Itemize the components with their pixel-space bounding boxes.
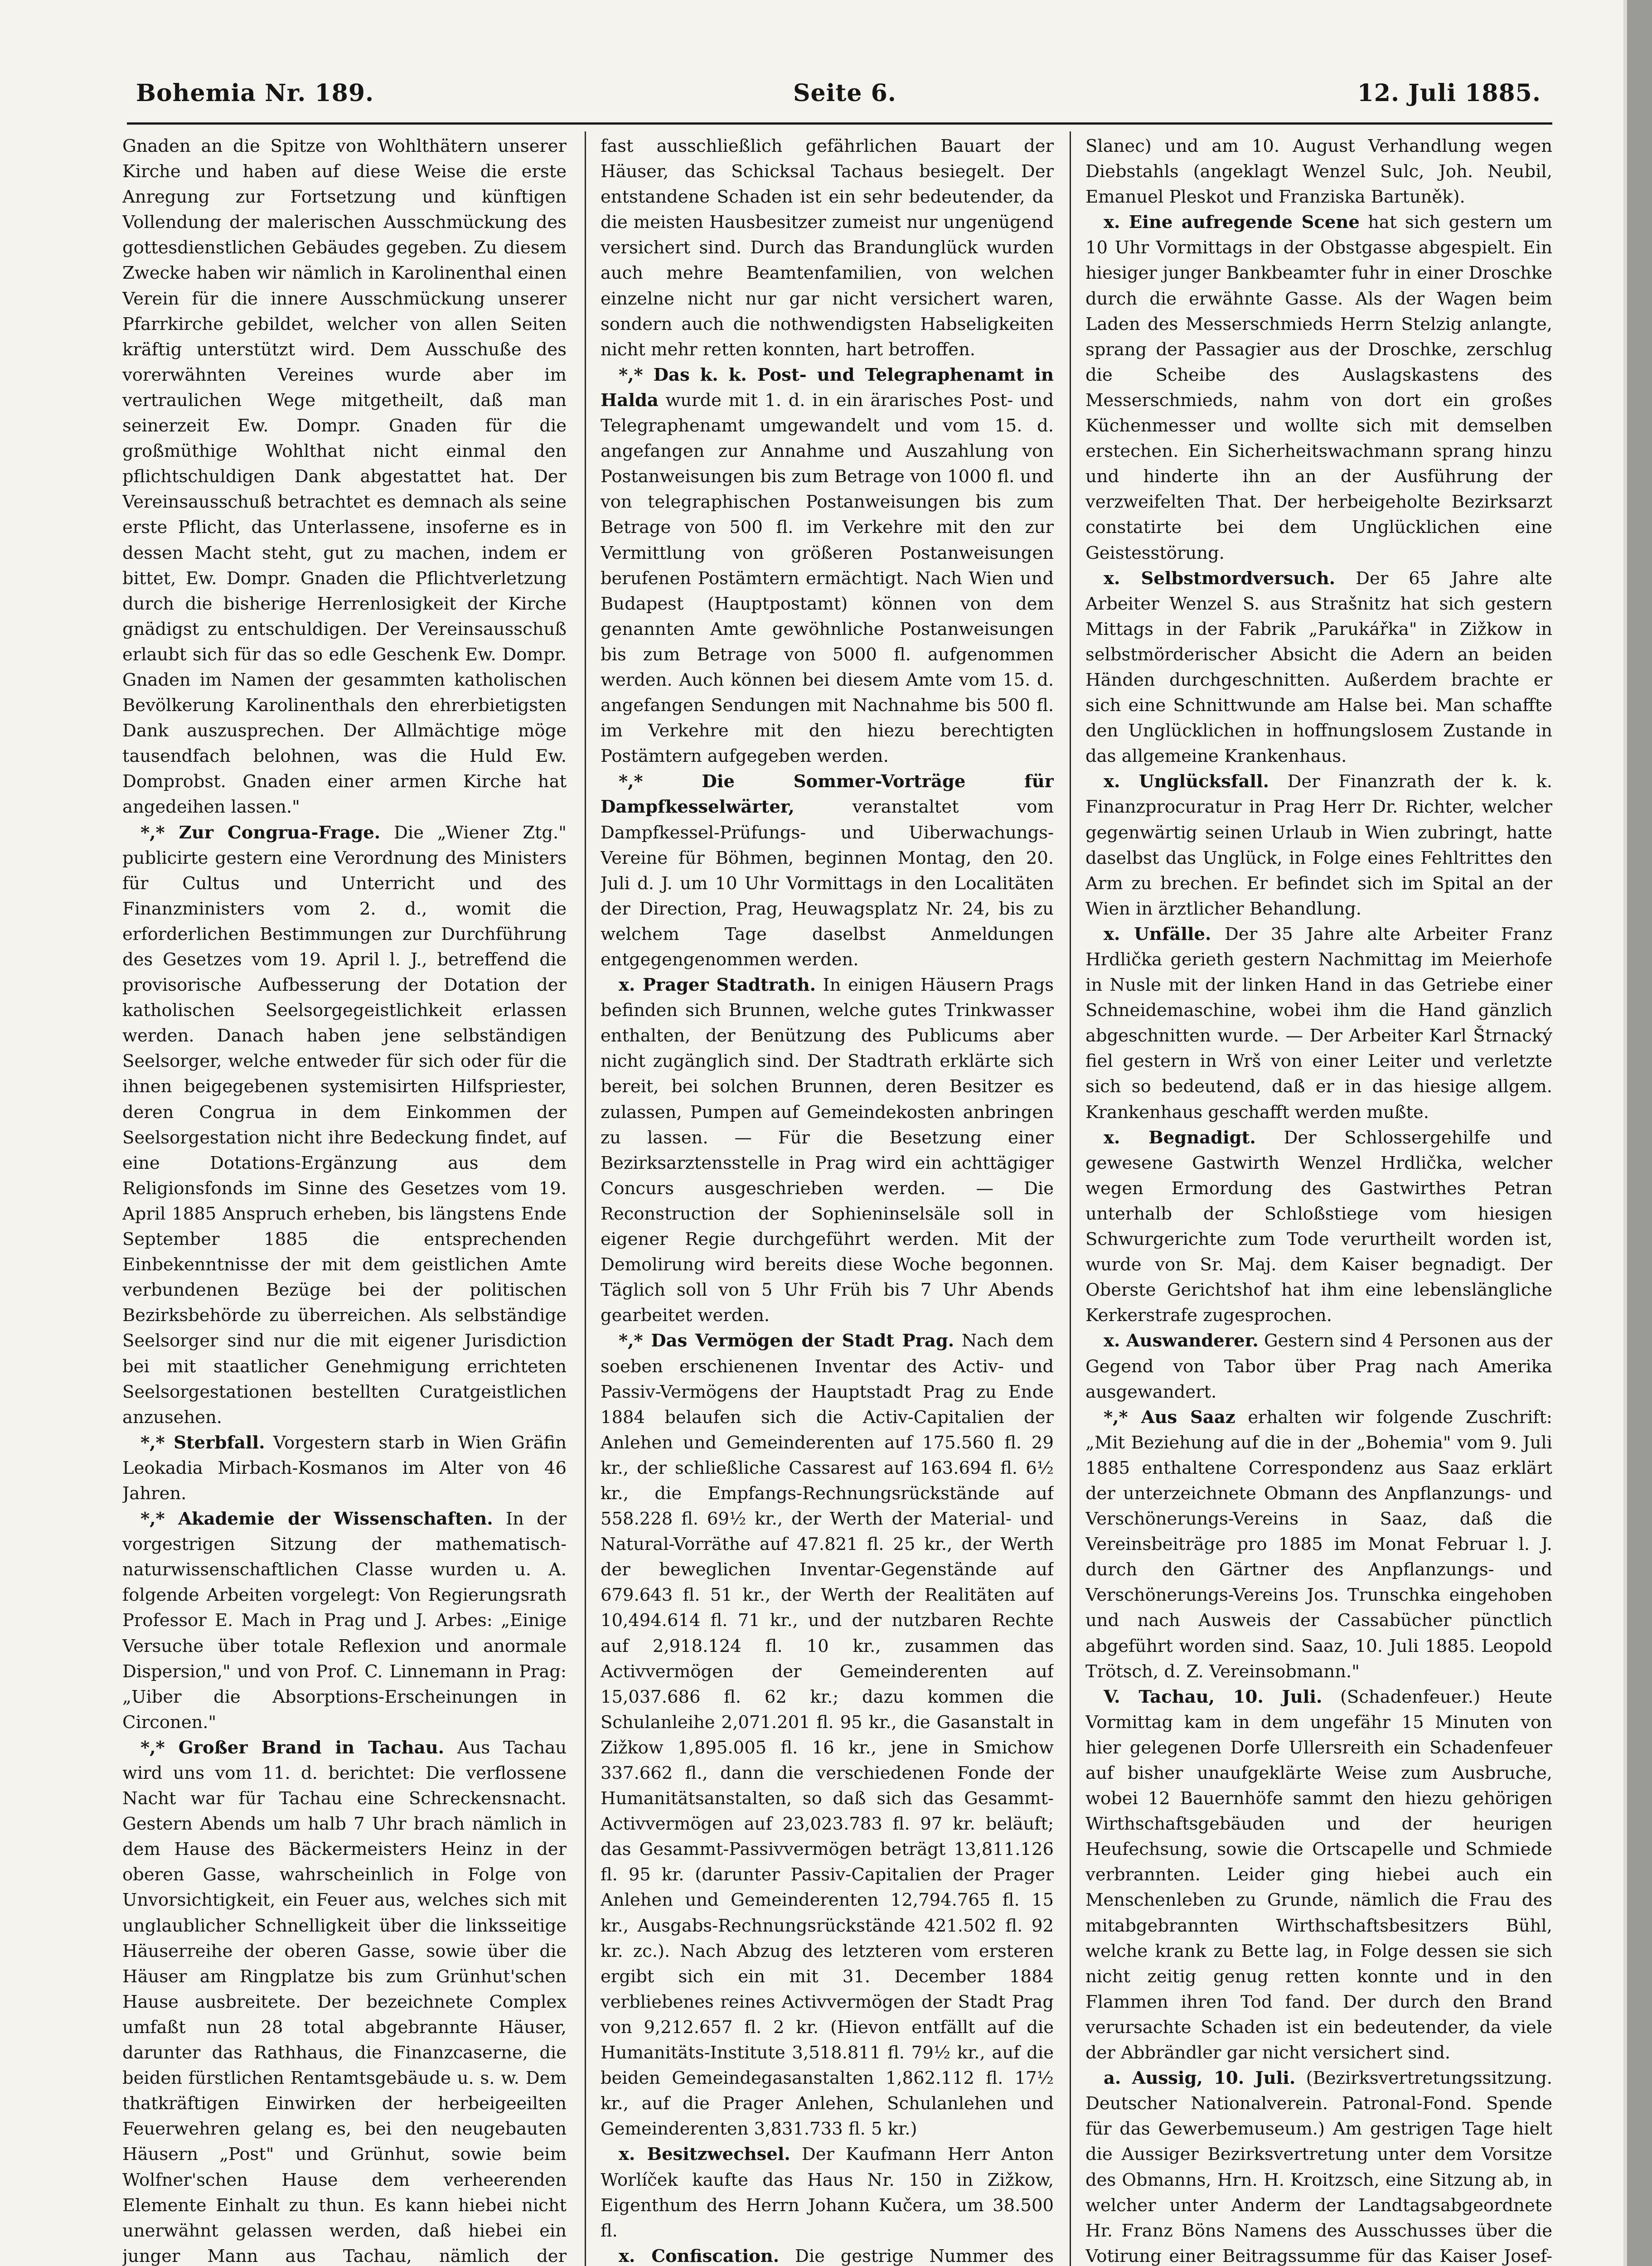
article-heading: *,* Akademie der Wissenschaften. xyxy=(140,1509,493,1530)
header-date: 12. Juli 1885. xyxy=(1357,79,1541,107)
article-postamt-halda xyxy=(601,363,1054,770)
article-heading: *,* Aus Saaz xyxy=(1104,1407,1235,1428)
article-saaz xyxy=(1085,1405,1552,1685)
paragraph-text: Der Finanzrath der k. k. Finanzprocuratur in Prag Herr Dr. Richter, welcher gegenwärtig seinen Urlaub in Wien zubringt, hatte daselbst das Unglück, in Folge eines Fehltrittes den Arm zu brechen. Er befindet sich im Spital an der Wien in ärztlicher Behandlung. xyxy=(1085,771,1552,919)
article-ungluecksfall xyxy=(1085,769,1552,922)
paragraph-text: hat sich gestern um 10 Uhr Vormittags in der Obstgasse abgespielt. Ein hiesiger junger Bankbeamter fuhr in einer Droschke durch die erwähnte Gasse. Als der Wagen beim Laden des Messerschmieds Herrn Stelzig anlangte, sprang der Passagier aus der Droschke, zerschlug die Scheibe des Auslagskastens des Messerschmieds, nahm von dort ein großes Küchenmesser und wollte sich mit demselben erstechen. Ein Sicherheitswachmann sprang hinzu und hinderte ihn an der Ausführung der verzweifelten That. Der herbeigeholte Bezirksarzt constatirte bei dem Unglücklichen eine Geistesstörung. xyxy=(1085,212,1552,563)
article-heading: x. Unfälle. xyxy=(1104,924,1211,944)
paragraph-text: fast ausschließlich gefährlichen Bauart der Häuser, das Schicksal Tachaus besiegelt. Der entstandene Schaden ist ein sehr bedeutender, da die meisten Hausbesitzer zumeist nur ungenügend versichert sind. Durch das Brandunglück wurden auch mehre Beamtenfamilien, von welchen einzelne nicht nur gar nicht versichert waren, sondern auch die nothwendigsten Habseligkeiten nicht mehr retten konnten, hart betroffen. xyxy=(601,136,1054,360)
article-confiscation xyxy=(601,2244,1054,2266)
paragraph-text: Der Schlossergehilfe und gewesene Gastwirth Wenzel Hrdlička, welcher wegen Ermordung des Gastwirthes Petran unterhalb der Schloßstiege vom hiesigen Schwurgerichte zum Tode verurtheilt worden ist, wurde von Sr. Maj. dem Kaiser begnadigt. Der Oberste Gerichtshof hat ihm eine lebenslängliche Kerkerstrafe zugesprochen. xyxy=(1085,1127,1552,1326)
article-heading: x. Besitzwechsel. xyxy=(619,2144,790,2165)
paragraph-text: Der 65 Jahre alte Arbeiter Wenzel S. aus Strašnitz hat sich gestern Mittags in der Fabrik „Parukářka" in Zižkow in selbstmörderischer Absicht die Adern an beiden Händen durchgeschnitten. Außerdem brachte er sich eine Schnittwunde am Halse bei. Man schaffte den Unglücklichen in hoffnungslosem Zustande in das allgemeine Krankenhaus. xyxy=(1085,568,1552,767)
article-aussig xyxy=(1085,2066,1552,2266)
paragraph-text: Gnaden an die Spitze von Wohlthätern unserer Kirche und haben auf diese Weise die erste Anregung zur Fortsetzung und künftigen Vollendung der malerischen Ausschmückung des gottesdienstlichen Gebäudes gegeben. Zu diesem Zwecke haben wir nämlich in Karolinenthal einen Verein für die innere Ausschmückung unserer Pfarrkirche gebildet, welcher von allen Seiten kräftig unterstützt wird. Dem Ausschuße des vorerwähnten Vereines wurde aber im vertraulichen Wege mitgetheilt, daß man seinerzeit Ew. Dompr. Gnaden für die großmüthige Wohlthat nicht einmal den pflichtschuldigen Dank abgestattet hat. Der Vereinsausschuß betrachtet es demnach als seine erste Pflicht, das Unterlassene, insoferne es in dessen Macht steht, gut zu machen, indem er bittet, Ew. Dompr. Gnaden die Pflichtverletzung durch die bisherige Herrenlosigkeit der Kirche gnädigst zu entschuldigen. Der Vereinsausschuß erlaubt sich für das so edle Geschenk Ew. Dompr. Gnaden im Namen der gesammten katholischen Bevölkerung Karolinenthals den ehrerbietigsten Dank auszusprechen. Der Allmächtige möge tausendfach belohnen, was die Huld Ew. Domprobst. Gnaden einer armen Kirche hat angedeihen lassen." xyxy=(122,136,567,818)
column-3 xyxy=(1085,134,1552,2266)
article-sommer-vortraege xyxy=(601,769,1054,973)
paragraph-text: In einigen Häusern Prags befinden sich Brunnen, welche gutes Trinkwasser enthalten, der Benützung des Publicums aber nicht zugänglich sind. Der Stadtrath erklärte sich bereit, bei solchen Brunnen, deren Besitzer es zulassen, Pumpen auf Gemeindekosten anbringen zu lassen. — Für die Besetzung einer Bezirksarztensstelle in Prag wird ein achttägiger Concurs ausgeschrieben werden. — Die Reconstruction der Sophieninselsäle soll in eigener Regie durchgeführt werden. Mit der Demolirung wird bereits diese Woche begonnen. Täglich soll von 5 Uhr Früh bis 7 Uhr Abends gearbeitet werden. xyxy=(601,975,1054,1326)
column-2 xyxy=(601,134,1054,2266)
paragraph-text: Die „Wiener Ztg." publicirte gestern eine Verordnung des Ministers für Cultus und Unterricht und des Finanzministers vom 2. d., womit die erforderlichen Bestimmungen zur Durchführung des Gesetzes vom 19. April l. J., betreffend die provisorische Aufbesserung der Dotation der katholischen Seelsorgegeistlichkeit erlassen werden. Danach haben jene selbständigen Seelsorger, welche entweder für sich oder für die ihnen beigegebenen systemisirten Hilfspriester, deren Congrua in dem Einkommen der Seelsorgestation nicht ihre Bedeckung findet, auf eine Dotations-Ergänzung aus dem Religionsfonds im Sinne des Gesetzes vom 19. April 1885 Anspruch erheben, bis längstens Ende September 1885 die entsprechenden Einbekenntnisse der mit dem geistlichen Amte verbundenen Bezüge bei der politischen Bezirksbehörde zu überreichen. Als selbständige Seelsorger sind nur die mit eigener Jurisdiction bei mit staatlicher Genehmigung errichteten Seelsorgestationen bestellten Curatgeistlichen anzusehen. xyxy=(122,822,567,1428)
paragraph-text: erhalten wir folgende Zuschrift: „Mit Beziehung auf die in der „Bohemia" vom 9. Juli 1885 enthaltene Correspondenz aus Saaz erklärt der unterzeichnete Obmann des Anpflanzungs- und Verschönerungs-Vereins in Saaz, daß die Vereinsbeiträge pro 1885 im Monat Februar l. J. durch den Gärtner des Anpflanzungs- und Verschönerungs-Vereins Jos. Trunschka eingehoben und nach Ausweis der Cassabücher pünctlich abgeführt worden sind. Saaz, 10. Juli 1885. Leopold Trötsch, d. Z. Vereinsobmann." xyxy=(1085,1407,1552,1682)
column-divider-2 xyxy=(1070,131,1071,2266)
column-divider-1 xyxy=(585,131,586,2266)
paragraph-text: veranstaltet vom Dampfkessel-Prüfungs- und Uiberwachungs-Vereine für Böhmen, beginnen Montag, den 20. Juli d. J. um 10 Uhr Vormittags in den Localitäten der Direction, Prag, Heuwagsplatz Nr. 24, bis zu welchem Tage daselbst Anmeldungen entgegengenommen werden. xyxy=(601,797,1054,970)
article-auswanderer xyxy=(1085,1328,1552,1404)
paragraph-text: wurde mit 1. d. in ein ärarisches Post- und Telegraphenamt umgewandelt und vom 15. d. angefangen zur Annahme und Auszahlung von Postanweisungen bis zum Betrage von 1000 fl. und von telegraphischen Postanweisungen bis zum Betrage von 500 fl. im Verkehre mit den zur Vermittlung von größeren Postanweisungen berufenen Postämtern ermächtigt. Nach Wien und Budapest (Hauptpostamt) können von dem genannten Amte gewöhnliche Postanweisungen bis zum Betrage von 5000 fl. aufgenommen werden. Auch können bei diesem Amte vom 15. d. angefangen Sendungen mit Nachnahme bis 500 fl. im Verkehre mit den hiezu berechtigten Postämtern aufgegeben werden. xyxy=(601,390,1054,767)
article-heading: a. Aussig, 10. Juli. xyxy=(1104,2068,1296,2089)
article-heading: x. Selbstmordversuch. xyxy=(1104,568,1336,589)
article-heading: x. Auswanderer. xyxy=(1104,1331,1259,1351)
article-paragraph xyxy=(122,134,567,820)
article-paragraph xyxy=(1085,134,1552,210)
paragraph-text: (Schadenfeuer.) Heute Vormittag kam in dem ungefähr 15 Minuten von hier gelegenen Dorfe Ullersreith ein Schadenfeuer auf bisher unaufgeklärte Weise zum Ausbruche, wobei 12 Bauernhöfe sammt den hiezu gehörigen Wirthschaftsgebäuden und der heurigen Heufechsung, sowie die Ortscapelle und Schmiede verbrannten. Leider ging hiebei auch ein Menschenleben zu Grunde, nämlich die Frau des mitabgebrannten Wirthschaftsbesitzers Bühl, welche krank zu Bette lag, in Folge dessen sie sich nicht zeitig genug retten konnte und in den Flammen ihren Tod fand. Der durch den Brand verursachte Schaden ist ein bedeutender, da viele der Abbrändler gar nicht versichert sind. xyxy=(1085,1686,1552,2063)
paragraph-text: In der vorgestrigen Sitzung der mathematisch-naturwissenschaftlichen Classe wurden u. A. folgende Arbeiten vorgelegt: Von Regierungsrath Professor E. Mach in Prag und J. Arbes: „Einige Versuche über totale Reflexion und anormale Dispersion," und von Prof. C. Linnemann in Prag: „Uiber die Absorptions-Erscheinungen in Circonen." xyxy=(122,1509,567,1733)
paragraph-text: Nach dem soeben erschienenen Inventar des Activ- und Passiv-Vermögens der Hauptstadt Prag zu Ende 1884 belaufen sich die Activ-Capitalien der Anlehen und Gemeinderenten auf 175.560 fl. 29 kr., der schließliche Cassarest auf 163.694 fl. 6½ kr., die Empfangs-Rechnungsrückstände auf 558.228 fl. 69½ kr., der Werth der Material- und Natural-Vorräthe auf 47.821 fl. 25 kr., der Werth der beweglichen Inventar-Gegenstände auf 679.643 fl. 51 kr., der Werth der Realitäten auf 10,494.614 fl. 71 kr., und der nutzbaren Rechte auf 2,918.124 fl. 10 kr., zusammen das Activvermögen der Gemeinderenten auf 15,037.686 fl. 62 kr.; dazu kommen die Schulanleihe 2,071.201 fl. 95 kr., die Gasanstalt in Zižkow 1,895.005 fl. 16 kr., jene in Smichow 337.662 fl., dann die verschiedenen Fonde der Humanitätsanstalten, so daß sich das Gesammt-Activvermögen auf 23,023.783 fl. 97 kr. beläuft; das Gesammt-Passivvermögen beträgt 13,811.126 fl. 95 kr. (darunter Passiv-Capitalien der Prager Anlehen und Gemeinderenten 12,794.765 fl. 15 kr., Ausgabs-Rechnungsrückstände 421.502 fl. 92 kr. zc.). Nach Abzug des letzteren vom ersteren ergibt sich ein mit 31. December 1884 verbliebenes reines Activvermögen der Stadt Prag von 9,212.657 fl. 2 kr. (Hievon entfällt auf die Humanitäts-Institute 3,518.811 fl. 79½ kr., auf die beiden Gemeindegasanstalten 1,862.112 fl. 17½ kr., auf die Prager Anlehen, Schulanlehen und Gemeinderenten 3,831.733 fl. 5 kr.) xyxy=(601,1331,1054,2140)
page-edge-shadow xyxy=(1623,0,1627,2266)
article-tachau-schadenfeuer xyxy=(1085,1685,1552,2066)
article-heading: x. Begnadigt. xyxy=(1104,1127,1256,1148)
paragraph-text: Der 35 Jahre alte Arbeiter Franz Hrdlička gerieth gestern Nachmittag im Meierhofe in Nusle mit der linken Hand in das Getriebe einer Schneidemaschine, wobei ihm die Hand gänzlich abgeschnitten wurde. — Der Arbeiter Karl Štrnacký fiel gestern in Wrš von einer Leiter und verletzte sich so bedeutend, daß er in das hiesige allgem. Krankenhaus geschafft werden mußte. xyxy=(1085,924,1552,1123)
header-publication: Bohemia Nr. 189. xyxy=(136,79,374,107)
article-selbstmordversuch xyxy=(1085,566,1552,770)
article-unfaelle xyxy=(1085,922,1552,1125)
article-paragraph xyxy=(601,134,1054,363)
article-heading: *,* Großer Brand in Tachau. xyxy=(140,1737,444,1758)
header-page-number: Seite 6. xyxy=(793,79,896,107)
article-heading: *,* Die Sommer-Vorträge für Dampfkesselwärter, xyxy=(601,771,1054,818)
page-header xyxy=(136,75,1541,116)
page-edge xyxy=(1627,0,1652,2266)
paragraph-text: Die gestrige Nummer des xyxy=(795,2246,1054,2266)
article-aufregende-scene xyxy=(1085,210,1552,566)
article-vermoegen-prag xyxy=(601,1328,1054,2142)
article-heading: x. Prager Stadtrath. xyxy=(619,975,816,996)
article-akademie xyxy=(122,1506,567,1735)
article-heading: *,* Sterbfall. xyxy=(140,1432,265,1453)
article-stadtrath xyxy=(601,973,1054,1328)
paragraph-text: (Bezirksvertretungssitzung. Deutscher Nationalverein. Patronal-Fond. Spende für das Gewerbemuseum.) Am gestrigen Tage hielt die Aussiger Bezirksvertretung unter dem Vorsitze des Obmanns, Hrn. H. Kroitzsch, eine Sitzung ab, in welcher unter Anderm der Landtagsabgeordnete Hr. Franz Böns Namens des Ausschusses über die Votirung einer Beitragssumme für das Kaiser Josef- xyxy=(1085,2068,1552,2266)
paragraph-text: Der Kaufmann Herr Anton Worlíček kaufte das Haus Nr. 150 in Zižkow, Eigenthum des Herrn Johann Kučera, um 38.500 fl. xyxy=(601,2144,1054,2241)
article-heading: x. Unglücksfall. xyxy=(1104,771,1269,792)
column-1 xyxy=(122,134,567,2266)
article-brand-tachau xyxy=(122,1735,567,2266)
article-heading: x. Confiscation. xyxy=(619,2246,780,2266)
paragraph-text: Gestern sind 4 Personen aus der Gegend von Tabor über Prag nach Amerika ausgewandert. xyxy=(1085,1331,1552,1402)
paragraph-text: Aus Tachau wird uns vom 11. d. berichtet: Die verflossene Nacht war für Tachau eine Schreckensnacht. Gestern Abends um halb 7 Uhr brach nämlich in dem Hause des Bäckermeisters Heinz in der oberen Gasse, wahrscheinlich in Folge von Unvorsichtigkeit, ein Feuer aus, welches sich mit unglaublicher Schnelligkeit über die linksseitige Häuserreihe der oberen Gasse, sowie über die Häuser am Ringplatze bis zum Grünhut'schen Hause ausbreitete. Der bezeichnete Complex umfaßt nun 28 total abgebrannte Häuser, darunter das Rathhaus, die Finanzcaserne, die beiden fürstlichen Rentamtsgebäude u. s. w. Dem thatkräftigen Einwirken der herbeigeeilten Feuerwehren gelang es, bei den neugebauten Häusern „Post" und Grünhut, sowie beim Wolfner'schen Hause dem verheerenden Elemente Einhalt zu thun. Es kann hiebei nicht unerwähnt gelassen werden, daß hiebei ein junger Mann aus Tachau, nämlich der xyxy=(122,1737,567,2266)
article-heading: *,* Das Vermögen der Stadt Prag. xyxy=(619,1331,954,1351)
paragraph-text: Vorgestern starb in Wien Gräfin Leokadia Mirbach-Kosmanos im Alter von 46 Jahren. xyxy=(122,1432,567,1504)
article-congrua xyxy=(122,820,567,1430)
article-sterbfall xyxy=(122,1430,567,1506)
article-heading: x. Eine aufregende Scene xyxy=(1104,212,1360,233)
article-begnadigt xyxy=(1085,1125,1552,1329)
header-rule xyxy=(127,122,1552,125)
article-besitzwechsel xyxy=(601,2142,1054,2243)
article-heading: *,* Zur Congrua-Frage. xyxy=(140,822,381,843)
article-heading: V. Tachau, 10. Juli. xyxy=(1104,1686,1323,1707)
paragraph-text: Slanec) und am 10. August Verhandlung wegen Diebstahls (angeklagt Wenzel Sulc, Joh. Neubil, Emanuel Pleskot und Franziska Bartuněk). xyxy=(1085,136,1552,208)
article-heading: *,* Das k. k. Post- und Telegraphenamt in Halda xyxy=(601,364,1054,411)
